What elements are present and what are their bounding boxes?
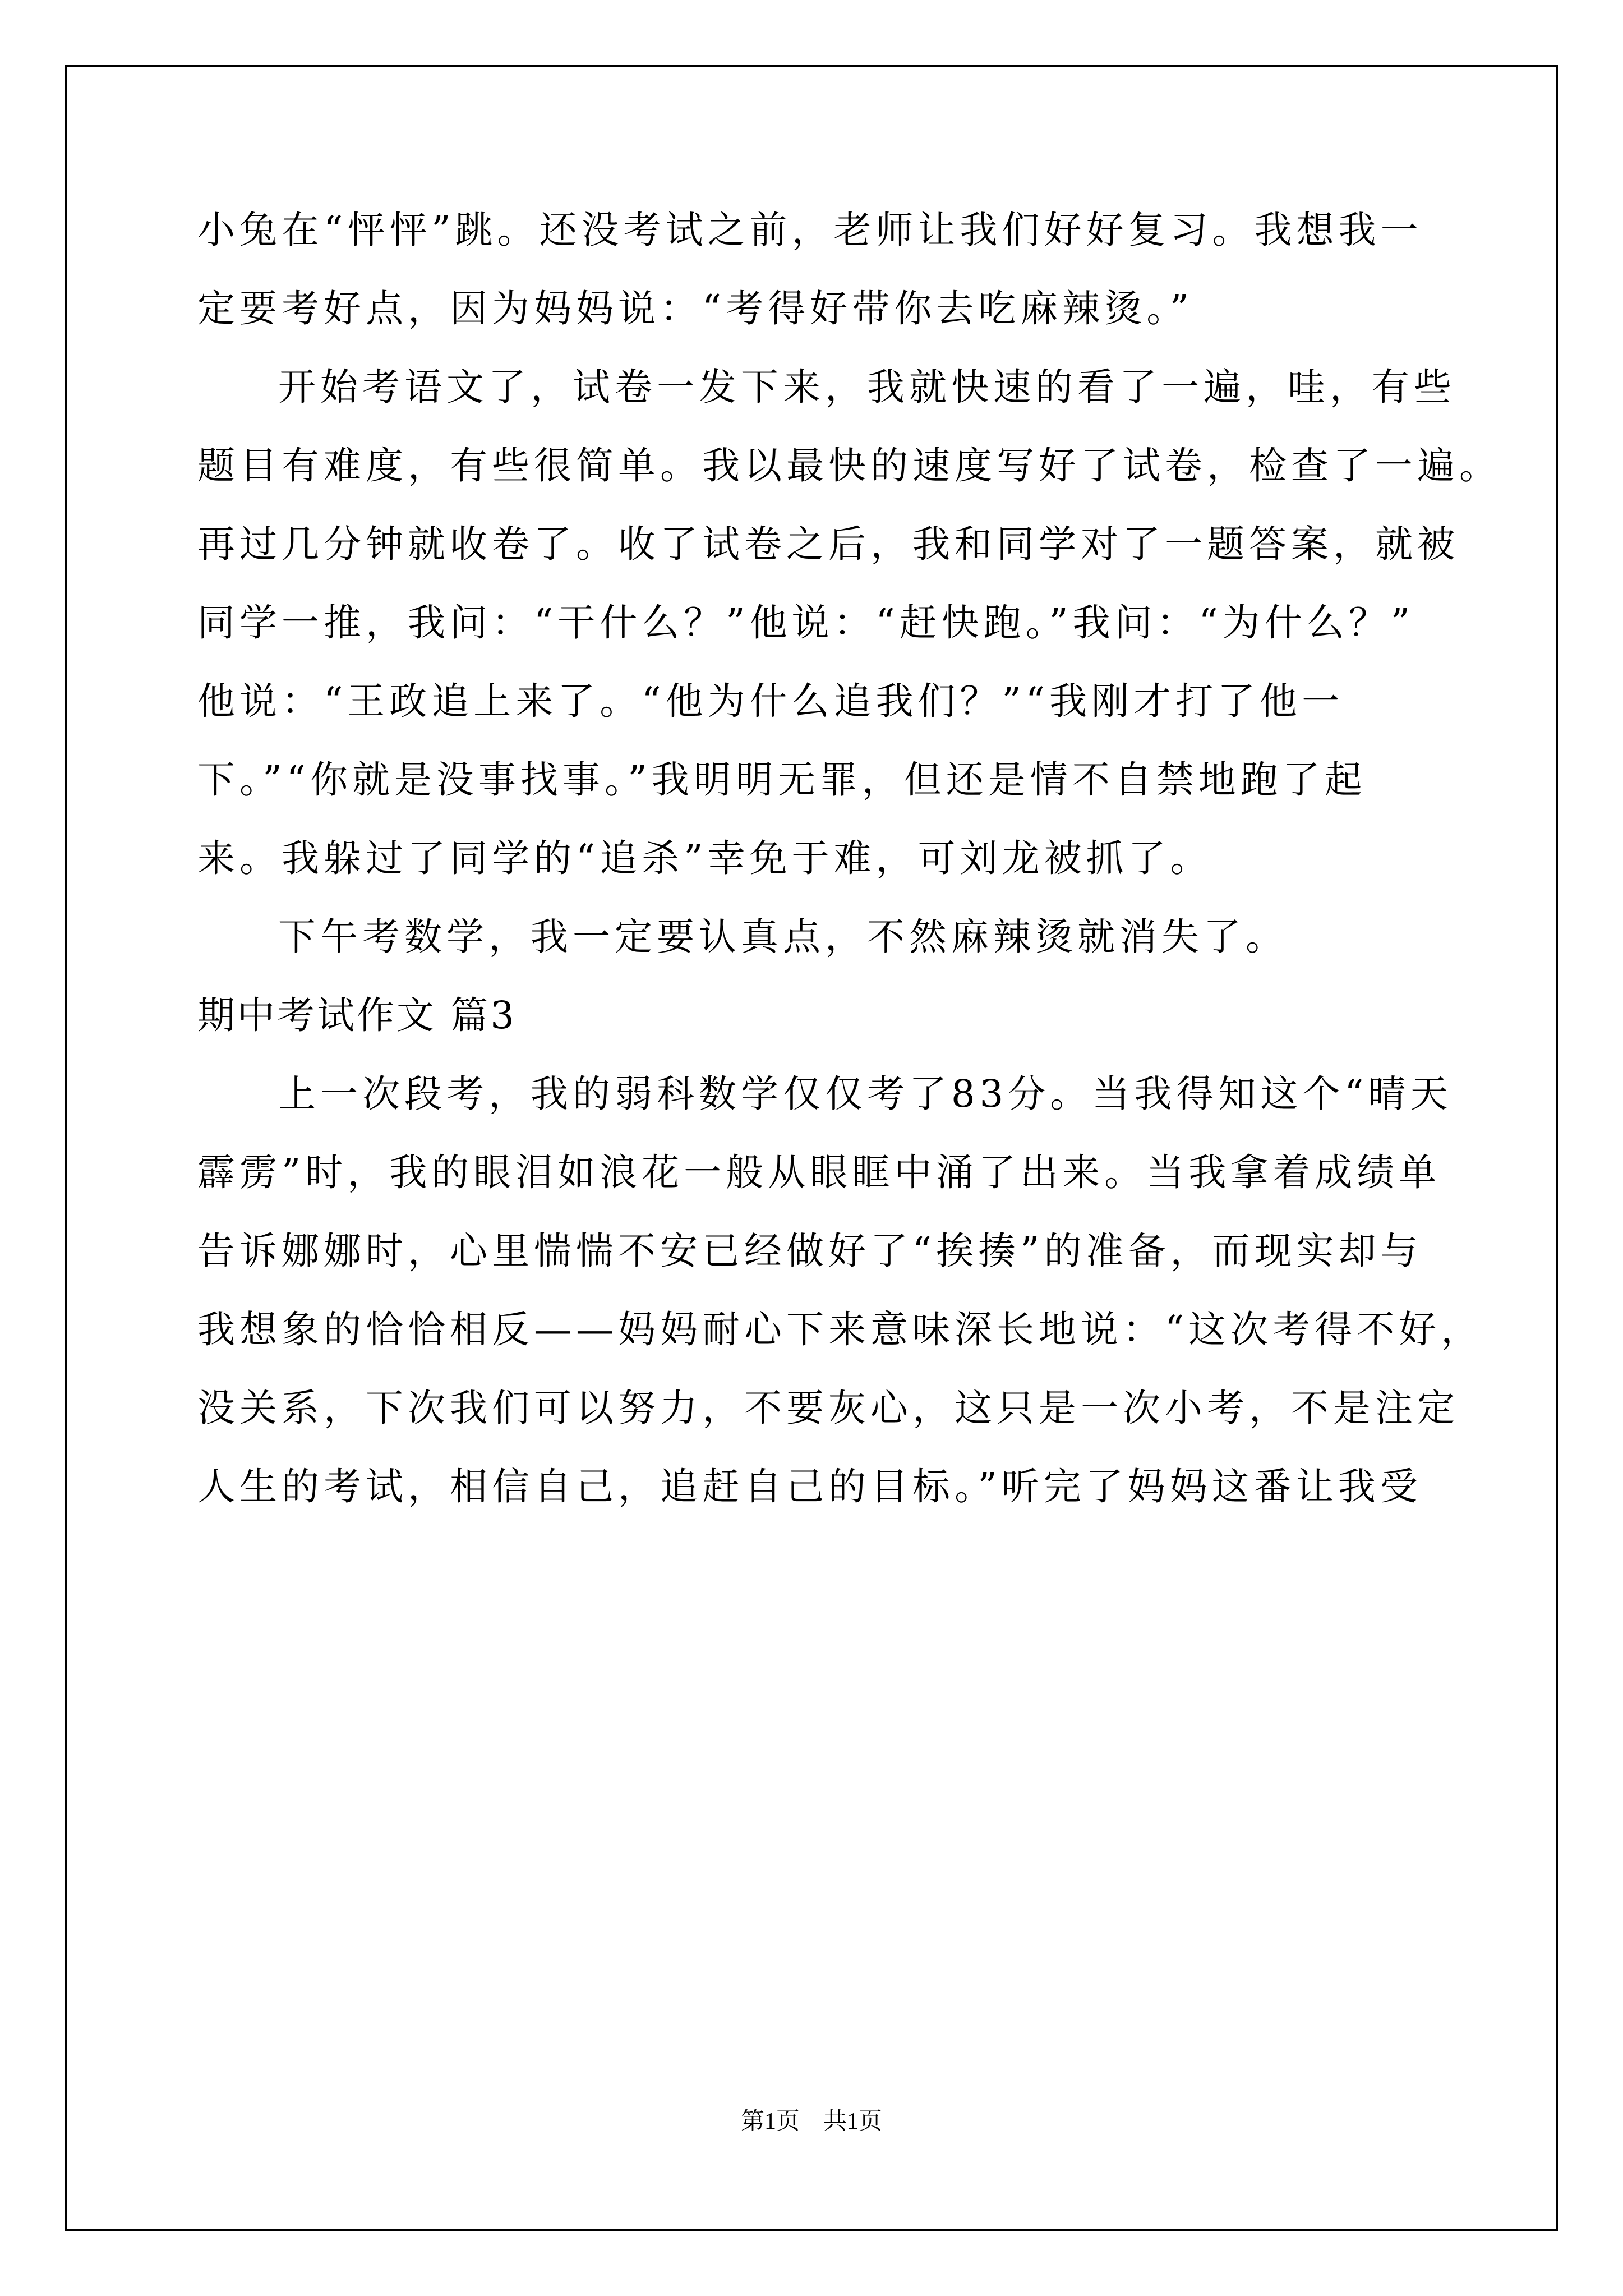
text-line: 上一次段考，我的弱科数学仅仅考了83分。当我得知这个“晴天 xyxy=(278,1072,1453,1116)
text-line: 他说：“王政追上来了。“他为什么追我们？”“我刚才打了他一 xyxy=(197,679,1344,723)
text-line: 告诉娜娜时，心里惴惴不安已经做好了“挨揍”的准备，而现实却与 xyxy=(197,1229,1423,1273)
text-line: 没关系，下次我们可以努力，不要灰心，这只是一次小考，不是注定 xyxy=(197,1386,1459,1430)
text-line: 来。我躲过了同学的“追杀”幸免于难，可刘龙被抓了。 xyxy=(197,836,1212,880)
page-footer: 第1页 共1页 xyxy=(740,2109,882,2134)
text-line: 霹雳”时，我的眼泪如浪花一般从眼眶中涌了出来。当我拿着成绩单 xyxy=(197,1151,1441,1194)
text-line: 再过几分钟就收卷了。收了试卷之后，我和同学对了一题答案，就被 xyxy=(197,522,1459,566)
section-heading: 期中考试作文 篇3 xyxy=(197,993,517,1037)
text-line: 我想象的恰恰相反——妈妈耐心下来意味深长地说：“这次考得不好， xyxy=(197,1308,1483,1351)
text-line: 人生的考试，相信自己，追赶自己的目标。”听完了妈妈这番让我受 xyxy=(197,1465,1422,1508)
text-line: 同学一推，我问：“干什么？”他说：“赶快跑。”我问：“为什么？” xyxy=(197,601,1415,645)
text-line: 开始考语文了，试卷一发下来，我就快速的看了一遍，哇，有些 xyxy=(278,365,1456,409)
text-line: 下。”“你就是没事找事。”我明明无罪，但还是情不自禁地跑了起 xyxy=(197,758,1367,802)
text-line: 下午考数学，我一定要认真点，不然麻辣烫就消失了。 xyxy=(278,915,1288,959)
text-line: 定要考好点，因为妈妈说：“考得好带你去吃麻辣烫。” xyxy=(197,287,1194,330)
text-line: 小兔在“怦怦”跳。还没考试之前，老师让我们好好复习。我想我一 xyxy=(197,208,1423,252)
text-line: 题目有难度，有些很简单。我以最快的速度写好了试卷，检查了一遍。 xyxy=(197,444,1501,487)
